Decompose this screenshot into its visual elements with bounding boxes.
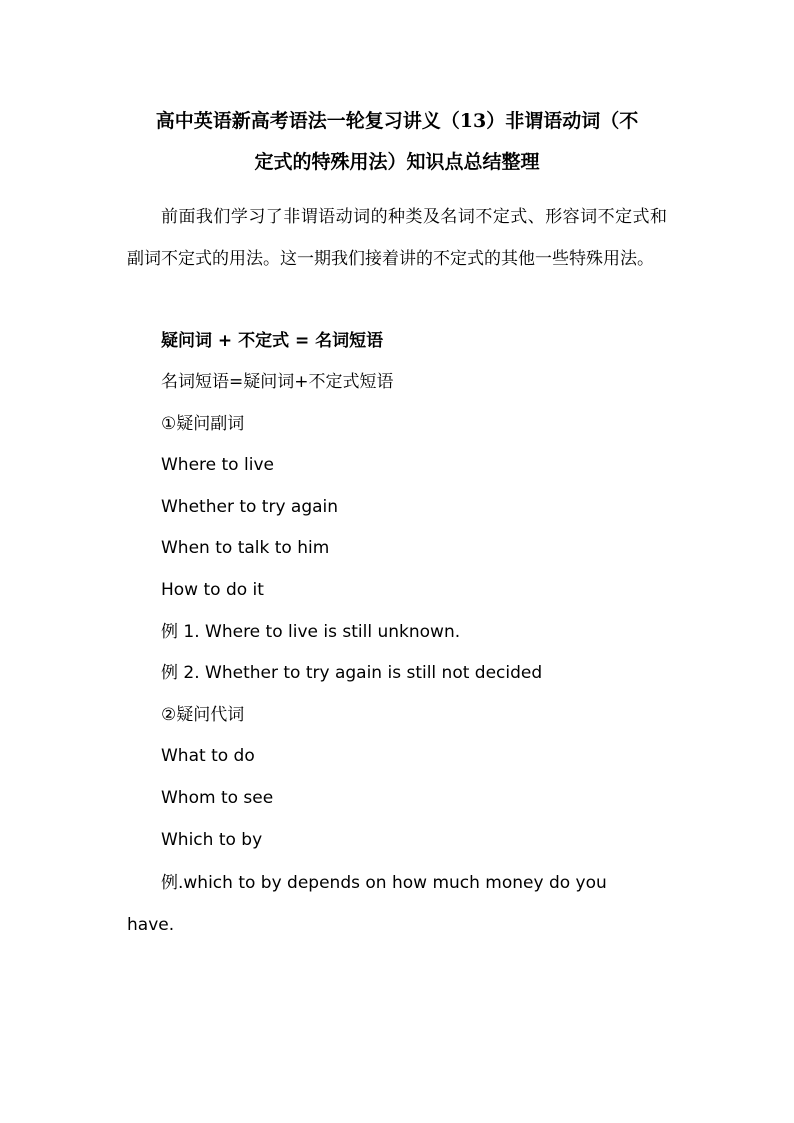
section-heading: 疑问词 + 不定式 = 名词短语 <box>161 331 384 351</box>
intro-paragraph: 前面我们学习了非谓语动词的种类及名词不定式、形容词不定式和副词不定式的用法。这一期我们接着讲的不定式的其他一些特殊用法。 <box>127 207 667 269</box>
document-title-line-1: 高中英语新高考语法一轮复习讲义（13）非谓语动词（不 <box>155 110 639 132</box>
section2-item: Whom to see <box>161 788 274 808</box>
formula-line: 名词短语=疑问词+不定式短语 <box>161 372 394 392</box>
section2-example: 例.which to by depends on how much money do you have. <box>127 873 607 935</box>
section2-item: What to do <box>161 746 255 766</box>
section2-label: ②疑问代词 <box>161 705 245 725</box>
section2-item: Which to by <box>161 830 263 850</box>
section1-item: How to do it <box>161 580 264 600</box>
section1-item: When to talk to him <box>161 538 330 558</box>
section1-example: 例 2. Whether to try again is still not decided <box>161 663 543 683</box>
document-title-line-2: 定式的特殊用法）知识点总结整理 <box>254 151 540 173</box>
section1-example: 例 1. Where to live is still unknown. <box>161 622 461 642</box>
section1-label: ①疑问副词 <box>161 414 245 434</box>
section1-item: Whether to try again <box>161 497 339 517</box>
section1-item: Where to live <box>161 455 274 475</box>
